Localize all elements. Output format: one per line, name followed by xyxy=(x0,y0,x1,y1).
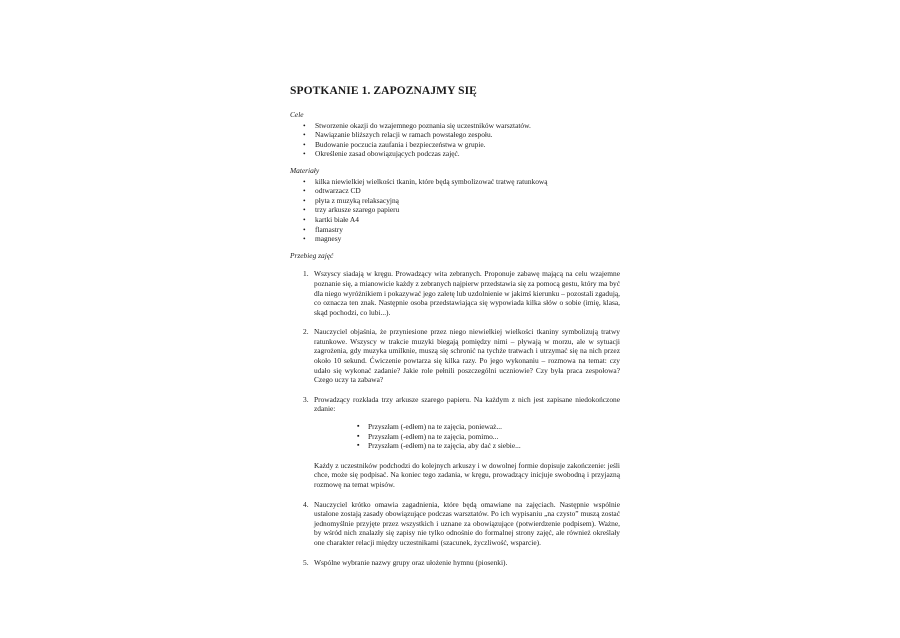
list-item: • odtwarzacz CD xyxy=(290,186,620,196)
list-item: • kilka niewielkiej wielkości tkanin, które będą symbolizować tratwę ratunkową xyxy=(290,177,620,187)
materials-heading: Materiały xyxy=(290,165,320,175)
procedure-step xyxy=(290,327,620,385)
step-number: 1. xyxy=(303,269,309,279)
step-number: 4. xyxy=(303,499,309,509)
step-number: 2. xyxy=(303,327,309,337)
list-item: • Określenie zasad obowiązujących podczas zajęć. xyxy=(290,149,620,159)
procedure-step xyxy=(290,269,620,317)
step-text: Wszyscy siadają w kręgu. Prowadzący wita zebranych. Proponuje zabawę mającą na celu wzajemne poznanie się, a mianowicie każdy z zebranych najpierw przedstawia się za pomocą gestu, który ma być dla niego wyróżnikiem i pokazywać jego zaletę lub uzdolnienie w jakimś kierunku – pozostali zgadują, co oznacza ten znak. Następnie osoba przedstawiająca się wypowiada kilka słów o sobie (imię, klasa, skąd pochodzi, co lubi...). xyxy=(314,269,621,317)
procedure-step xyxy=(290,558,620,568)
goals-heading: Cele xyxy=(290,110,304,119)
materials-list xyxy=(290,177,620,244)
procedure-step xyxy=(290,500,620,548)
list-item: ▪ Przyszłam (-edłem) na te zajęcia, ponieważ... xyxy=(314,422,620,432)
step-text: Prowadzący rozkłada trzy arkusze szarego papieru. Na każdym z nich jest zapisane niedokończone zdanie: xyxy=(314,394,620,414)
step-text: Nauczyciel krótko omawia zagadnienia, które będą omawiane na zajęciach. Następnie wspólnie ustalone zostają zasady obowiązujące podczas warsztatów. Po ich wypisaniu „na czysto” muszą zostać jednomyślnie przyjęte przez wszystkich i uznane za obowiązujące (potwierdzenie podpisem). Ważne, by wśród nich znalazły się zapisy nie tylko odnośnie do formalnej strony zajęć, ale również określały one charakter relacji między uczestnikami (szacunek, życzliwość, wsparcie). xyxy=(314,499,620,547)
list-item: • Budowanie poczucia zaufania i bezpieczeństwa w grupie. xyxy=(290,140,620,150)
step-text-after: Każdy z uczestników podchodzi do kolejnych arkuszy i w dowolnej formie dopisuje zakończenie: jeśli chce, może się podpisać. Na koniec tego zadania, w kręgu, prowadzący inicjuje swobodną i przyjazną rozmowę na temat wpisów. xyxy=(314,460,620,489)
goals-list xyxy=(290,121,620,159)
list-item: ▪ Przyszłam (-edłem) na te zajęcia, pomimo... xyxy=(314,432,620,442)
list-item: • trzy arkusze szarego papieru xyxy=(290,205,620,215)
unfinished-sentences-list xyxy=(314,422,620,451)
list-item: ▪ Przyszłam (-edłem) na te zajęcia, aby dać z siebie... xyxy=(314,441,620,451)
procedure-step xyxy=(290,395,620,490)
list-item: • flamastry xyxy=(290,225,620,235)
procedure-heading: Przebieg zajęć xyxy=(290,250,334,260)
step-number: 3. xyxy=(303,394,309,404)
document-page xyxy=(290,84,620,577)
page-title: SPOTKANIE 1. ZAPOZNAJMY SIĘ xyxy=(290,85,477,97)
list-item: • płyta z muzyką relaksacyjną xyxy=(290,196,620,206)
step-number: 5. xyxy=(303,557,309,567)
step-text: Nauczyciel objaśnia, że przyniesione przez niego niewielkiej wielkości tkaniny symbolizują tratwy ratunkowe. Wszyscy w trakcie muzyki biegają pomiędzy nimi – pływają w morzu, ale w sytuacji zagrożenia, gdy muzyka umilknie, muszą się schronić na tychże tratwach i utrzymać się na nich przez około 10 sekund. Ćwiczenie powtarza się kilka razy. Po jego wykonaniu – rozmowa na temat: czy udało się wykonać zadanie? Jakie role pełnili poszczególni uczniowie? Czy była praca zespołowa? Czego uczy ta zabawa? xyxy=(314,327,620,385)
list-item: • Nawiązanie bliższych relacji w ramach powstałego zespołu. xyxy=(290,130,620,140)
list-item: • Stworzenie okazji do wzajemnego poznania się uczestników warsztatów. xyxy=(290,121,620,131)
step-text: Wspólne wybranie nazwy grupy oraz ułożenie hymnu (piosenki). xyxy=(314,557,508,567)
list-item: • magnesy xyxy=(290,234,620,244)
procedure-list xyxy=(290,269,620,567)
list-item: • kartki białe A4 xyxy=(290,215,620,225)
